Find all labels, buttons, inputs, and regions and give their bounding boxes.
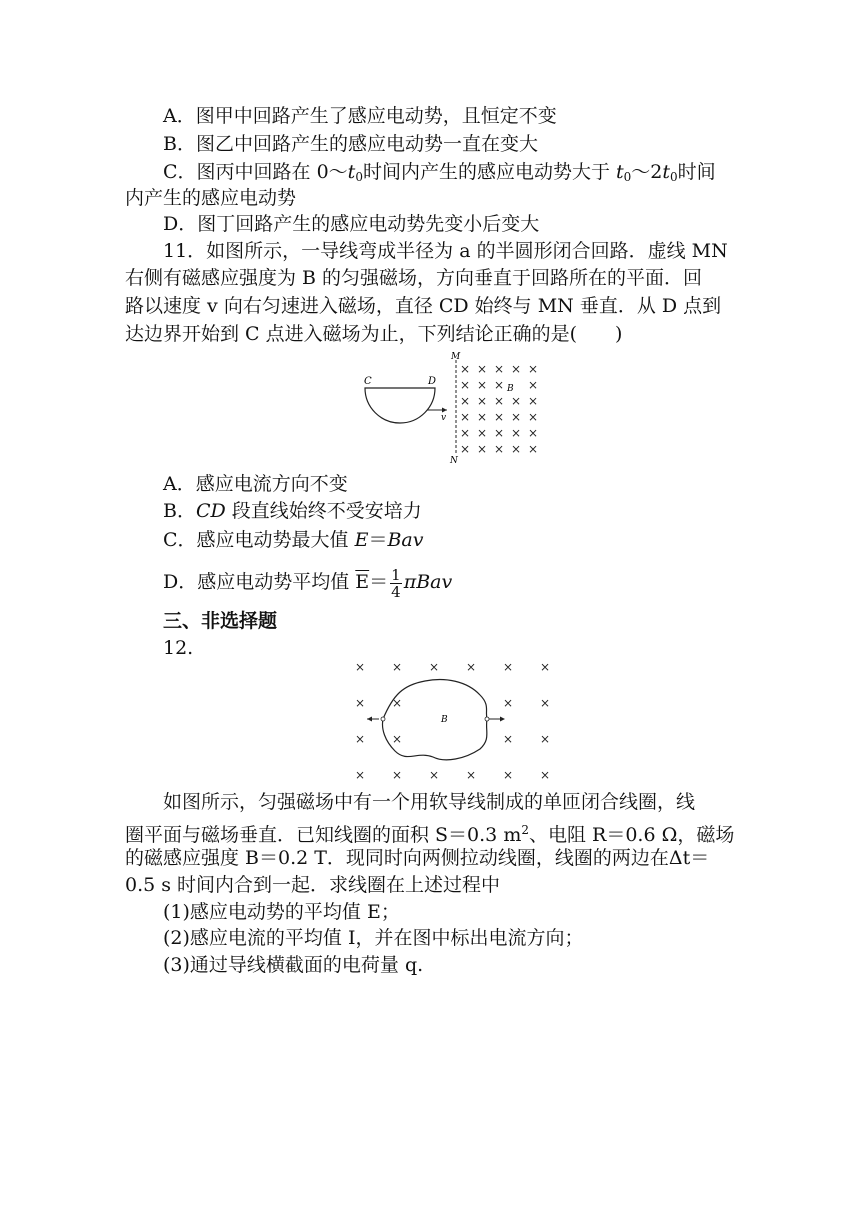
fraction-denominator: 4 — [391, 582, 401, 601]
field-cross: × — [503, 768, 514, 782]
field-cross: × — [460, 442, 471, 456]
field-cross: × — [540, 660, 551, 674]
section-heading: 三、非选择题 — [163, 610, 278, 632]
q12-stem-line2 — [125, 818, 734, 847]
q10-option-c-t2: t — [616, 161, 624, 183]
q10-option-c-sub0-3: 0 — [670, 170, 678, 184]
label-v: v — [441, 413, 447, 423]
q12-sub1: (1)感应电动势的平均值 E； — [163, 901, 400, 923]
field-cross: × — [511, 410, 522, 424]
q11-option-c-bav: Bav — [387, 529, 424, 551]
q11-option-a: A．感应电流方向不变 — [163, 473, 348, 495]
pull-right-arrow-head — [500, 717, 505, 722]
field-cross: × — [477, 426, 488, 440]
q11-option-b-text: 段直线始终不受安培力 — [225, 500, 422, 522]
fraction-numerator: 1 — [391, 565, 401, 584]
q10-option-c-text-4: 时间 — [677, 161, 716, 183]
field-cross: × — [528, 362, 539, 376]
q10-option-c-sub0: 0 — [355, 170, 363, 184]
coil-left-point — [381, 717, 385, 721]
q10-option-c-line2: 内产生的感应电动势 — [125, 187, 297, 209]
q11-option-b-prefix: B． — [163, 500, 196, 522]
field-cross: × — [477, 378, 488, 392]
field-cross: × — [460, 394, 471, 408]
field-cross: × — [477, 442, 488, 456]
magnetic-field-crosses — [460, 362, 538, 456]
field-cross: × — [528, 442, 539, 456]
q12-stem-line3: 的磁感应强度 B＝0.2 T．现同时向两侧拉动线圈，线圈的两边在Δt＝ — [125, 847, 710, 869]
velocity-arrow-head — [442, 408, 447, 413]
q10-option-c-t3: t — [662, 161, 671, 183]
q11-stem-line2: 右侧有磁感应强度为 B 的匀强磁场，方向垂直于回路所在的平面．回 — [125, 267, 703, 289]
field-cross: × — [511, 442, 522, 456]
field-cross: × — [477, 362, 488, 376]
field-cross: × — [540, 732, 551, 746]
label-d: D — [428, 376, 437, 387]
field-cross: × — [355, 696, 366, 710]
field-cross: × — [460, 410, 471, 424]
q11-stem-line4: 达边界开始到 C 点进入磁场为止，下列结论正确的是( ) — [125, 323, 623, 345]
field-cross: × — [392, 768, 403, 782]
q12-stem-line2-text-2: 、电阻 R＝0.6 Ω，磁场 — [528, 824, 735, 846]
field-cross: × — [494, 442, 505, 456]
field-cross: × — [429, 768, 440, 782]
field-cross: × — [511, 426, 522, 440]
q11-option-c-eq: ＝ — [368, 529, 388, 551]
field-cross: × — [355, 768, 366, 782]
q11-figure — [355, 350, 555, 468]
field-cross: × — [466, 660, 477, 674]
field-cross: × — [540, 768, 551, 782]
label-m: M — [451, 352, 461, 362]
pull-left-arrow-head — [367, 717, 372, 722]
label-c: C — [364, 376, 372, 387]
q10-option-a: A．图甲中回路产生了感应电动势，且恒定不变 — [163, 105, 557, 127]
field-cross: × — [392, 696, 403, 710]
field-cross: × — [494, 394, 505, 408]
q10-option-d: D．图丁回路产生的感应电动势先变小后变大 — [163, 213, 540, 235]
field-cross: × — [503, 732, 514, 746]
field-cross: × — [494, 426, 505, 440]
field-cross: × — [477, 410, 488, 424]
q11-option-d-prefix: D．感应电动势平均值 — [163, 571, 356, 593]
label-b: B — [441, 715, 448, 725]
q12-stem-line2-text: 圈平面与磁场垂直．已知线圈的面积 S＝0.3 m — [125, 824, 522, 846]
field-cross: × — [503, 696, 514, 710]
label-b: B — [507, 384, 514, 394]
q11-option-c — [163, 528, 424, 552]
q10-option-c-t: t — [347, 161, 356, 183]
q11-option-d-fraction — [390, 567, 402, 600]
q10-option-c-text-3: ～2 — [631, 161, 663, 183]
field-cross: × — [466, 768, 477, 782]
q12-number: 12. — [163, 637, 194, 659]
coil-loop — [383, 680, 488, 760]
q10-option-c-text-2: 时间内产生的感应电动势大于 — [362, 161, 616, 183]
field-cross: × — [494, 362, 505, 376]
field-cross: × — [477, 394, 488, 408]
field-cross: × — [392, 732, 403, 746]
field-cross: × — [355, 732, 366, 746]
q11-option-d-e-bar: $\overline{E}$ — [355, 571, 370, 593]
q12-sub2: (2)感应电流的平均值 I，并在图中标出电流方向； — [163, 927, 584, 949]
q11-option-d — [163, 565, 452, 600]
q12-stem-line1: 如图所示，匀强磁场中有一个用软导线制成的单匝闭合线圈，线 — [163, 791, 696, 813]
q11-stem-line3: 路以速度 v 向右匀速进入磁场，直径 CD 始终与 MN 垂直．从 D 点到 — [125, 295, 722, 317]
field-cross: × — [511, 394, 522, 408]
field-cross: × — [528, 394, 539, 408]
field-cross: × — [494, 410, 505, 424]
field-cross: × — [503, 660, 514, 674]
field-cross: × — [540, 696, 551, 710]
q12-figure — [345, 655, 555, 785]
field-cross: × — [528, 378, 539, 392]
q11-option-d-pibav: πBav — [403, 571, 453, 593]
field-cross: × — [528, 426, 539, 440]
q11-option-c-e: E — [354, 529, 369, 551]
semicircle-loop — [365, 388, 435, 423]
field-cross: × — [511, 362, 522, 376]
q10-option-c — [163, 160, 716, 189]
field-cross: × — [355, 660, 366, 674]
field-cross: × — [460, 378, 471, 392]
q10-option-c-sub0-2: 0 — [623, 170, 632, 184]
field-cross: × — [392, 660, 403, 674]
field-cross: × — [429, 660, 440, 674]
q12-sub3: (3)通过导线横截面的电荷量 q. — [163, 954, 424, 976]
q11-stem-line1: 11．如图所示，一导线弯成半径为 a 的半圆形闭合回路．虚线 MN — [163, 240, 728, 262]
field-cross: × — [460, 426, 471, 440]
field-cross: × — [494, 378, 505, 392]
field-cross: × — [528, 410, 539, 424]
q11-option-c-prefix: C．感应电动势最大值 — [163, 529, 355, 551]
q12-stem-line2-sup: 2 — [521, 823, 529, 837]
q11-option-d-eq: ＝ — [369, 571, 389, 593]
q11-option-b — [163, 499, 422, 523]
q10-option-c-text-1: C．图丙中回路在 0～ — [163, 161, 348, 183]
q12-stem-line4: 0.5 s 时间内合到一起．求线圈在上述过程中 — [125, 874, 501, 896]
field-cross: × — [460, 362, 471, 376]
coil-right-point — [485, 717, 489, 721]
q10-option-b: B．图乙中回路产生的感应电动势一直在变大 — [163, 133, 538, 155]
label-n: N — [450, 456, 458, 466]
q11-option-b-cd: CD — [195, 500, 226, 522]
